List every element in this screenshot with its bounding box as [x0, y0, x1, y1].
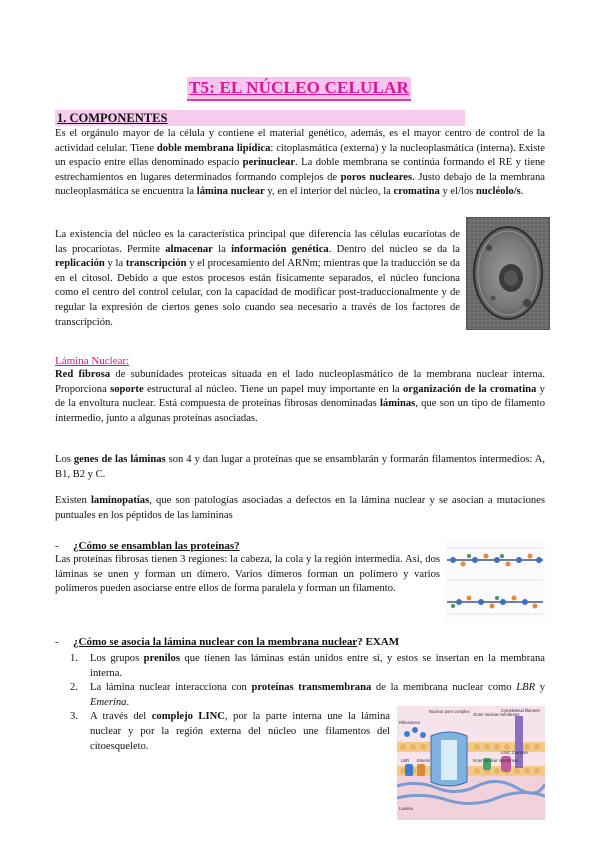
section-heading-componentes: 1. COMPONENTES [55, 110, 465, 126]
label-inner-membrane: Inner nuclear membrane [473, 758, 519, 763]
paragraph-assembly-answer: Las proteínas fibrosas tienen 3 regiones: la cabeza, la cola y la región intermedia. Así, dos láminas se unen y forman un dímero. Varios dímeros forman un polímero y varios polímeros pueden asociarse entre ellos de forma paralela y forman un filamento. [55, 554, 440, 595]
linc-complex-diagram [397, 706, 545, 820]
label-linc-complex: LINC Complex [501, 750, 529, 755]
list-item: 2. La lámina nuclear interacciona con proteínas transmembrana de la membrana nuclear como LBR y Emerina. [70, 682, 546, 708]
label-nuclear-pore-complex: Nuclear pore complex [429, 709, 470, 714]
list-item: 3. A través del complejo LINC, por la parte interna une la lámina nuclear y por la región externa del núcleo une filamentos del citoesqueleto. [70, 711, 390, 752]
paragraph-laminopatias: Existen laminopatías, que son patologías asociadas a defectos en la lámina nuclear y se asocian a mutaciones puntuales en los péptidos de las lamininas [55, 495, 545, 521]
paragraph-lamina-definition: Red fibrosa de subunidades proteicas situada en el lado nucleoplasmático de la membrana nuclear interna. Proporciona soporte estructural al núcleo. Tiene un papel muy importante en la organización de la cromatina y de la envoltura nuclear. Está compuesta de proteínas fibrosas denominadas láminas, que son un tipo de filamento intermedio, junto a algunas proteínas asociadas. [55, 369, 545, 424]
label-outer-membrane: Outer nuclear membrane [473, 712, 520, 717]
label-lamina: Lamina [399, 806, 413, 811]
label-emerin: Emerin [417, 758, 431, 763]
paragraph-nucleus-function: La existencia del núcleo es la característica principal que diferencia las células eucariotas de las procariotas. Permite almacenar la información genética. Dentro del núcleo se da la replicación y la transcripción y el procesamiento del ARNm; mientras que la traducción se da en el citosol. Debido a que estos procesos están físicamente separados, el núcleo funciona como el centro del control celular, con la capacidad de modificar post-traduccionalmente y de regular la expresión de ciertos genes solo cuando sea necesario a través de los factores de transcripción. [55, 229, 461, 328]
paragraph-lamina-genes: Los genes de las láminas son 4 y dan lugar a proteínas que se ensamblarán y formarán filamentos intermedios: A, B1, B2 y C. [55, 454, 545, 480]
label-cytoskeletal-filament: Cytoskeletal filament [501, 708, 540, 713]
label-ribosomes: Ribosomes [399, 720, 420, 725]
question-lamina-membrane-heading: - ¿Cómo se asocia la lámina nuclear con la membrana nuclear? EXAM [55, 636, 400, 648]
question-assembly-heading: - ¿Cómo se ensamblan las proteínas? [55, 540, 240, 552]
lamina-nuclear-heading: Lámina Nuclear: [55, 355, 130, 367]
label-lbr: LBR [401, 758, 410, 763]
page-title: T5: EL NÚCLEO CELULAR [187, 77, 411, 101]
nucleus-micrograph-image [466, 217, 550, 330]
paragraph-intro: Es el orgánulo mayor de la célula y contiene el material genético, además, es el mayor centro de control de la actividad celular. Tiene doble membrana lipídica: citoplasmática (externa) y la nucleoplasmática (interna). Existe un espacio entre ellas denominado espacio perinuclear. La doble membrana se continúa formando el RE y tiene estrechamientos en lugares determinados formando complejos de poros nucleares. Justo debajo de la membrana nucleoplasmática se encuentra la lámina nuclear y, en el interior del núcleo, la cromatina y el/los nucléolo/s. [55, 128, 546, 198]
list-item: 1. Los grupos prenilos que tienen las láminas están unidos entre sí, y estos se insertan en la membrana interna. [70, 653, 545, 679]
lamin-filament-diagram [445, 540, 545, 623]
